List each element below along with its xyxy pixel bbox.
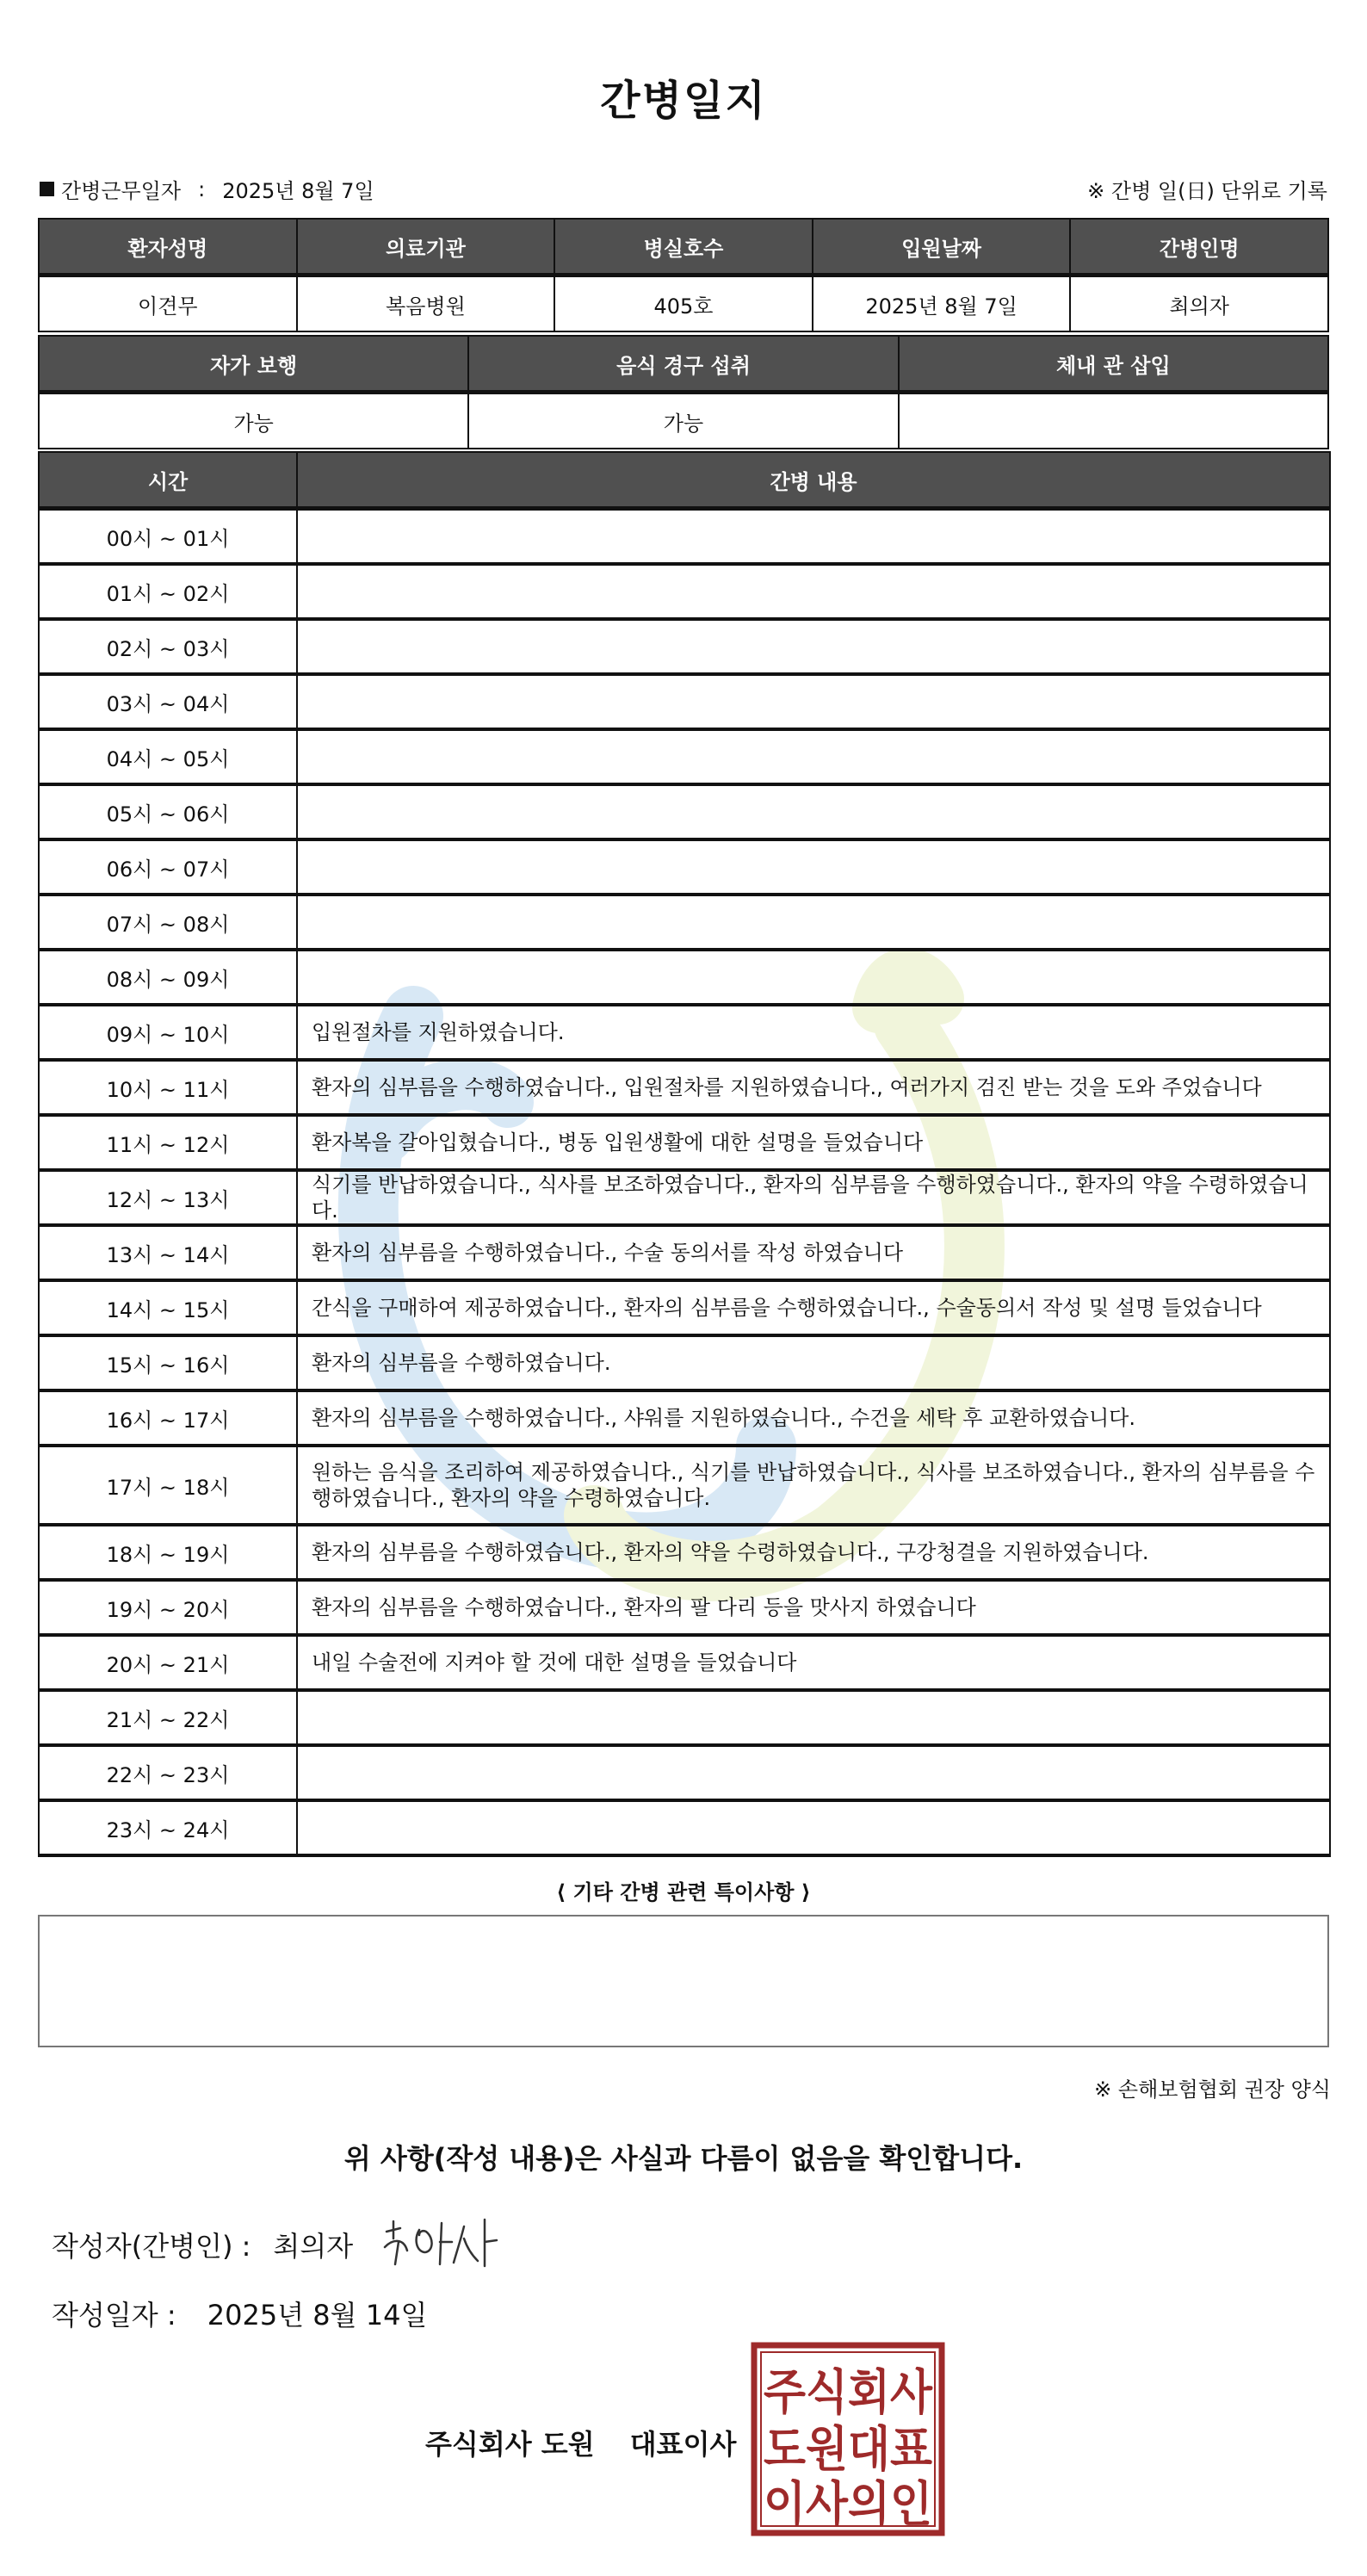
log-row [39, 674, 1330, 729]
log-row [39, 1005, 1330, 1060]
patient-name: 이견무 [39, 276, 297, 332]
log-time: 16시 ~ 17시 [39, 1390, 297, 1446]
log-row [39, 729, 1330, 784]
oral-intake-value: 가능 [468, 393, 898, 449]
log-row [39, 895, 1330, 950]
log-content [297, 1690, 1330, 1745]
log-row [39, 839, 1330, 895]
log-time: 21시 ~ 22시 [39, 1690, 297, 1745]
header-care-content: 간병 내용 [297, 452, 1330, 509]
walking-value: 가능 [39, 393, 468, 449]
log-time: 02시 ~ 03시 [39, 619, 297, 674]
log-content [297, 729, 1330, 784]
header-hospital: 의료기관 [297, 219, 555, 276]
document-title: 간병일지 [600, 77, 767, 125]
log-time: 08시 ~ 09시 [39, 950, 297, 1005]
company-line [425, 2423, 736, 2462]
log-content [297, 1800, 1330, 1855]
hospital-name: 복음병원 [297, 276, 555, 332]
written-date-label: 작성일자 : [52, 2299, 176, 2331]
log-row [39, 784, 1330, 839]
caregiver-name: 최의자 [1070, 276, 1328, 332]
header-tube-insertion: 체내 관 삽입 [899, 336, 1328, 393]
log-content [297, 839, 1330, 895]
log-row [39, 1745, 1330, 1800]
unit-note: ※ 간병 일(日) 단위로 기록 [1087, 179, 1327, 203]
log-time: 17시 ~ 18시 [39, 1446, 297, 1525]
work-date-value: 2025년 8월 7일 [222, 179, 374, 203]
writer-label: 작성자(간병인) : [52, 2230, 251, 2263]
seal-text-line: 도원대표 [764, 2422, 932, 2478]
header-room: 병실호수 [554, 219, 813, 276]
log-content: 간식을 구매하여 제공하였습니다., 환자의 심부름을 수행하였습니다., 수술동의서 작성 및 설명 들었습니다 [297, 1280, 1330, 1335]
log-content [297, 674, 1330, 729]
log-content: 식기를 반납하였습니다., 식사를 보조하였습니다., 환자의 심부름을 수행하였습니다., 환자의 약을 수령하였습니다. [297, 1170, 1330, 1225]
log-content [297, 564, 1330, 619]
log-content [297, 619, 1330, 674]
tube-insertion-value [899, 393, 1328, 449]
written-date-value: 2025년 8월 14일 [207, 2299, 428, 2331]
log-time: 09시 ~ 10시 [39, 1005, 297, 1060]
log-row [39, 509, 1330, 565]
log-content: 환자의 심부름을 수행하였습니다. [297, 1335, 1330, 1390]
log-row [39, 1280, 1330, 1335]
room-number: 405호 [554, 276, 813, 332]
log-time: 04시 ~ 05시 [39, 729, 297, 784]
log-row [39, 1115, 1330, 1170]
log-time: 23시 ~ 24시 [39, 1800, 297, 1855]
log-time: 00시 ~ 01시 [39, 509, 297, 565]
log-row [39, 1170, 1330, 1225]
company-name: 주식회사 도원 [425, 2428, 595, 2461]
log-time: 03시 ~ 04시 [39, 674, 297, 729]
log-content [297, 784, 1330, 839]
log-row [39, 1225, 1330, 1280]
company-representative: 대표이사 [629, 2428, 737, 2461]
writer-name: 최의자 [273, 2230, 354, 2263]
log-content: 환자의 심부름을 수행하였습니다., 입원절차를 지원하였습니다., 여러가지 검진 받는 것을 도와 주었습니다 [297, 1060, 1330, 1115]
log-content [297, 509, 1330, 565]
header-patient-name: 환자성명 [39, 219, 297, 276]
admission-date: 2025년 8월 7일 [813, 276, 1071, 332]
log-content [297, 950, 1330, 1005]
log-row [39, 950, 1330, 1005]
log-row [39, 1390, 1330, 1446]
log-content: 환자의 심부름을 수행하였습니다., 환자의 팔 다리 등을 맛사지 하였습니다 [297, 1580, 1330, 1635]
log-content: 환자의 심부름을 수행하였습니다., 수술 동의서를 작성 하였습니다 [297, 1225, 1330, 1280]
log-time: 11시 ~ 12시 [39, 1115, 297, 1170]
log-content: 환자복을 갈아입혔습니다., 병동 입원생활에 대한 설명을 들었습니다 [297, 1115, 1330, 1170]
log-content: 원하는 음식을 조리하여 제공하였습니다., 식기를 반납하였습니다., 식사를 보조하였습니다., 환자의 심부름을 수행하였습니다., 환자의 약을 수령하였습니다. [297, 1446, 1330, 1525]
writer-line [52, 2225, 353, 2264]
recommend-note: ※ 손해보험협회 권장 양식 [1094, 2078, 1331, 2102]
header-caregiver-name: 간병인명 [1070, 219, 1328, 276]
log-time: 01시 ~ 02시 [39, 564, 297, 619]
log-content: 환자의 심부름을 수행하였습니다., 샤워를 지원하였습니다., 수건을 세탁 후 교환하였습니다. [297, 1390, 1330, 1446]
log-row [39, 1580, 1330, 1635]
log-row [39, 1446, 1330, 1525]
log-time: 13시 ~ 14시 [39, 1225, 297, 1280]
confirmation-statement: 위 사항(작성 내용)은 사실과 다름이 없음을 확인합니다. [343, 2142, 1024, 2175]
log-time: 05시 ~ 06시 [39, 784, 297, 839]
work-date [40, 174, 374, 204]
log-time: 12시 ~ 13시 [39, 1170, 297, 1225]
written-date-line [52, 2294, 427, 2333]
log-row [39, 619, 1330, 674]
log-row [39, 1800, 1330, 1855]
seal-text-line: 주식회사 [764, 2365, 933, 2421]
log-time: 07시 ~ 08시 [39, 895, 297, 950]
log-time: 10시 ~ 11시 [39, 1060, 297, 1115]
log-time: 18시 ~ 19시 [39, 1525, 297, 1580]
header-admission-date: 입원날짜 [813, 219, 1071, 276]
patient-status-table [38, 335, 1329, 449]
square-bullet-icon [40, 182, 54, 196]
log-time: 22시 ~ 23시 [39, 1745, 297, 1800]
header-oral-intake: 음식 경구 섭취 [468, 336, 898, 393]
log-row [39, 1525, 1330, 1580]
care-log-table [38, 451, 1331, 1857]
log-content: 환자의 심부름을 수행하였습니다., 환자의 약을 수령하였습니다., 구강청결을 지원하였습니다. [297, 1525, 1330, 1580]
special-notes-title: ⟨ 기타 간병 관련 특이사항 ⟩ [556, 1880, 811, 1904]
handwritten-signature [381, 2213, 510, 2273]
log-time: 19시 ~ 20시 [39, 1580, 297, 1635]
header-time: 시간 [39, 452, 297, 509]
log-content: 내일 수술전에 지켜야 할 것에 대한 설명을 들었습니다 [297, 1635, 1330, 1690]
log-content [297, 895, 1330, 950]
log-time: 20시 ~ 21시 [39, 1635, 297, 1690]
log-time: 14시 ~ 15시 [39, 1280, 297, 1335]
work-date-label: 간병근무일자 [61, 179, 182, 203]
log-row [39, 1635, 1330, 1690]
log-content: 입원절차를 지원하였습니다. [297, 1005, 1330, 1060]
log-row [39, 564, 1330, 619]
log-time: 15시 ~ 16시 [39, 1335, 297, 1390]
log-content [297, 1745, 1330, 1800]
seal-text-line: 이사의인 [764, 2477, 932, 2533]
log-time: 06시 ~ 07시 [39, 839, 297, 895]
patient-info-table [38, 218, 1329, 332]
log-row [39, 1690, 1330, 1745]
header-walking: 자가 보행 [39, 336, 468, 393]
work-date-separator: : [198, 176, 206, 201]
log-row [39, 1335, 1330, 1390]
company-seal-stamp [749, 2340, 947, 2538]
special-notes-box [38, 1915, 1329, 2047]
log-row [39, 1060, 1330, 1115]
